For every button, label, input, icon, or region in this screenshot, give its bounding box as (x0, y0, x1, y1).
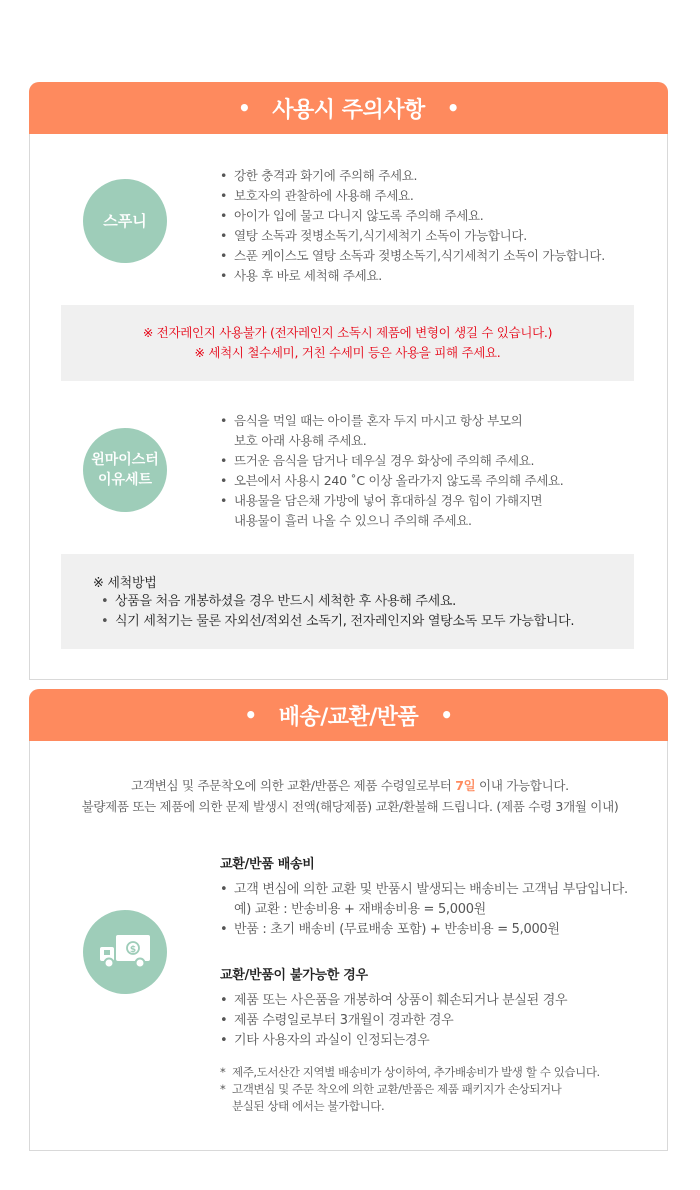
fee-title: 교환/반품 배송비 (220, 857, 315, 872)
warning-line-1: ※ 전자레인지 사용불가 (전자레인지 소독시 제품에 변형이 생길 수 있습니다.) (142, 325, 553, 340)
list-item: • 기타 사용자의 과실이 인정되는경우 (220, 1031, 567, 1051)
delivery-title: 배송/교환/반품 (278, 704, 419, 730)
set-label-line1: 윈마이스터 (91, 452, 159, 468)
list-item: • 강한 충격과 화기에 주의해 주세요. (220, 166, 605, 186)
list-item: • 식기 세척기는 물론 자외선/적외선 소독기, 전자레인지와 열탕소독 모두 가능합니다. (101, 612, 574, 632)
list-item: • 열탕 소독과 젖병소독기,식기세척기 소독이 가능합니다. (220, 226, 605, 246)
intro-line-2: 불량제품 또는 제품에 의한 문제 발생시 전액(해당제품) 교환/환불해 드립니다. (제품 수령 3개월 이내) (81, 799, 619, 814)
microwave-warning-box (61, 305, 634, 381)
list-item: • 스푼 케이스도 열탕 소독과 젖병소독기,식기세척기 소독이 가능합니다. (220, 246, 605, 266)
set-label-circle (83, 428, 167, 512)
wash-method-box (61, 554, 634, 649)
delivery-intro (0, 775, 700, 817)
set-label-line2: 이유세트 (97, 472, 153, 488)
list-item: • 아이가 입에 물고 다니지 않도록 주의해 주세요. (220, 206, 605, 226)
intro-line-1: 고객변심 및 주문착오에 의한 교환/반품은 제품 수령일로부터 7일 이내 가능합니다. (131, 778, 569, 793)
delivery-truck-icon (96, 933, 154, 971)
delivery-header (29, 689, 668, 741)
list-item: • 사용 후 바로 세척해 주세요. (220, 266, 605, 286)
notallowed-title: 교환/반품이 불가능한 경우 (220, 968, 368, 983)
truck-circle (83, 910, 167, 994)
list-item: • 반품 : 초기 배송비 (무료배송 포함) + 반송비용 = 5,000원 (220, 920, 628, 940)
caution-title: 사용시 주의사항 (272, 97, 425, 123)
list-item: • 내용물을 담은채 가방에 넣어 휴대하실 경우 힘이 가해지면 내용물이 흘러 나올 수 있으니 주의해 주세요. (220, 491, 563, 531)
warning-line-2: ※ 세척시 철수세미, 거친 수세미 등은 사용을 피해 주세요. (194, 345, 501, 360)
list-item: • 상품을 처음 개봉하셨을 경우 반드시 세척한 후 사용해 주세요. (101, 592, 574, 612)
wash-method-list (101, 592, 574, 632)
svg-text:$: $ (129, 945, 137, 955)
note-1: * 제주,도서산간 지역별 배송비가 상이하여, 추가배송비가 발생 할 수 있습니다. (220, 1065, 600, 1079)
header-bullet-left: • (244, 703, 257, 727)
list-item: • 고객 변심에 의한 교환 및 반품시 발생되는 배송비는 고객님 부담입니다. 예) 교환 : 반송비용 + 재배송비용 = 5,000원 (220, 880, 628, 920)
set-caution-list (220, 411, 563, 531)
list-item: • 보호자의 관찰하에 사용해 주세요. (220, 186, 605, 206)
delivery-notes (220, 1064, 600, 1115)
wash-method-title: ※ 세척방법 (93, 576, 157, 591)
notallowed-list (220, 991, 567, 1051)
highlight-days: 7일 (455, 778, 476, 793)
spoon-label: 스푸니 (103, 211, 147, 230)
list-item: • 오븐에서 사용시 240 ˚C 이상 올라가지 않도록 주의해 주세요. (220, 471, 563, 491)
list-item: • 뜨거운 음식을 담거나 데우실 경우 화상에 주의해 주세요. (220, 451, 563, 471)
note-2-cont: 분실된 상태 에서는 불가합니다. (232, 1099, 385, 1113)
spoon-caution-list (220, 166, 605, 286)
caution-header (29, 82, 668, 134)
note-2: * 고객변심 및 주문 착오에 의한 교환/반품은 제품 패키지가 손상되거나 (220, 1082, 562, 1096)
list-item: • 제품 수령일로부터 3개월이 경과한 경우 (220, 1011, 567, 1031)
header-bullet-left: • (237, 96, 251, 120)
spoon-label-circle (83, 179, 167, 263)
header-bullet-right: • (446, 96, 460, 120)
header-bullet-right: • (440, 703, 453, 727)
fee-list (220, 880, 628, 940)
list-item: • 제품 또는 사은품을 개봉하여 상품이 훼손되거나 분실된 경우 (220, 991, 567, 1011)
list-item: • 음식을 먹일 때는 아이를 혼자 두지 마시고 항상 부모의 보호 아래 사용해 주세요. (220, 411, 563, 451)
